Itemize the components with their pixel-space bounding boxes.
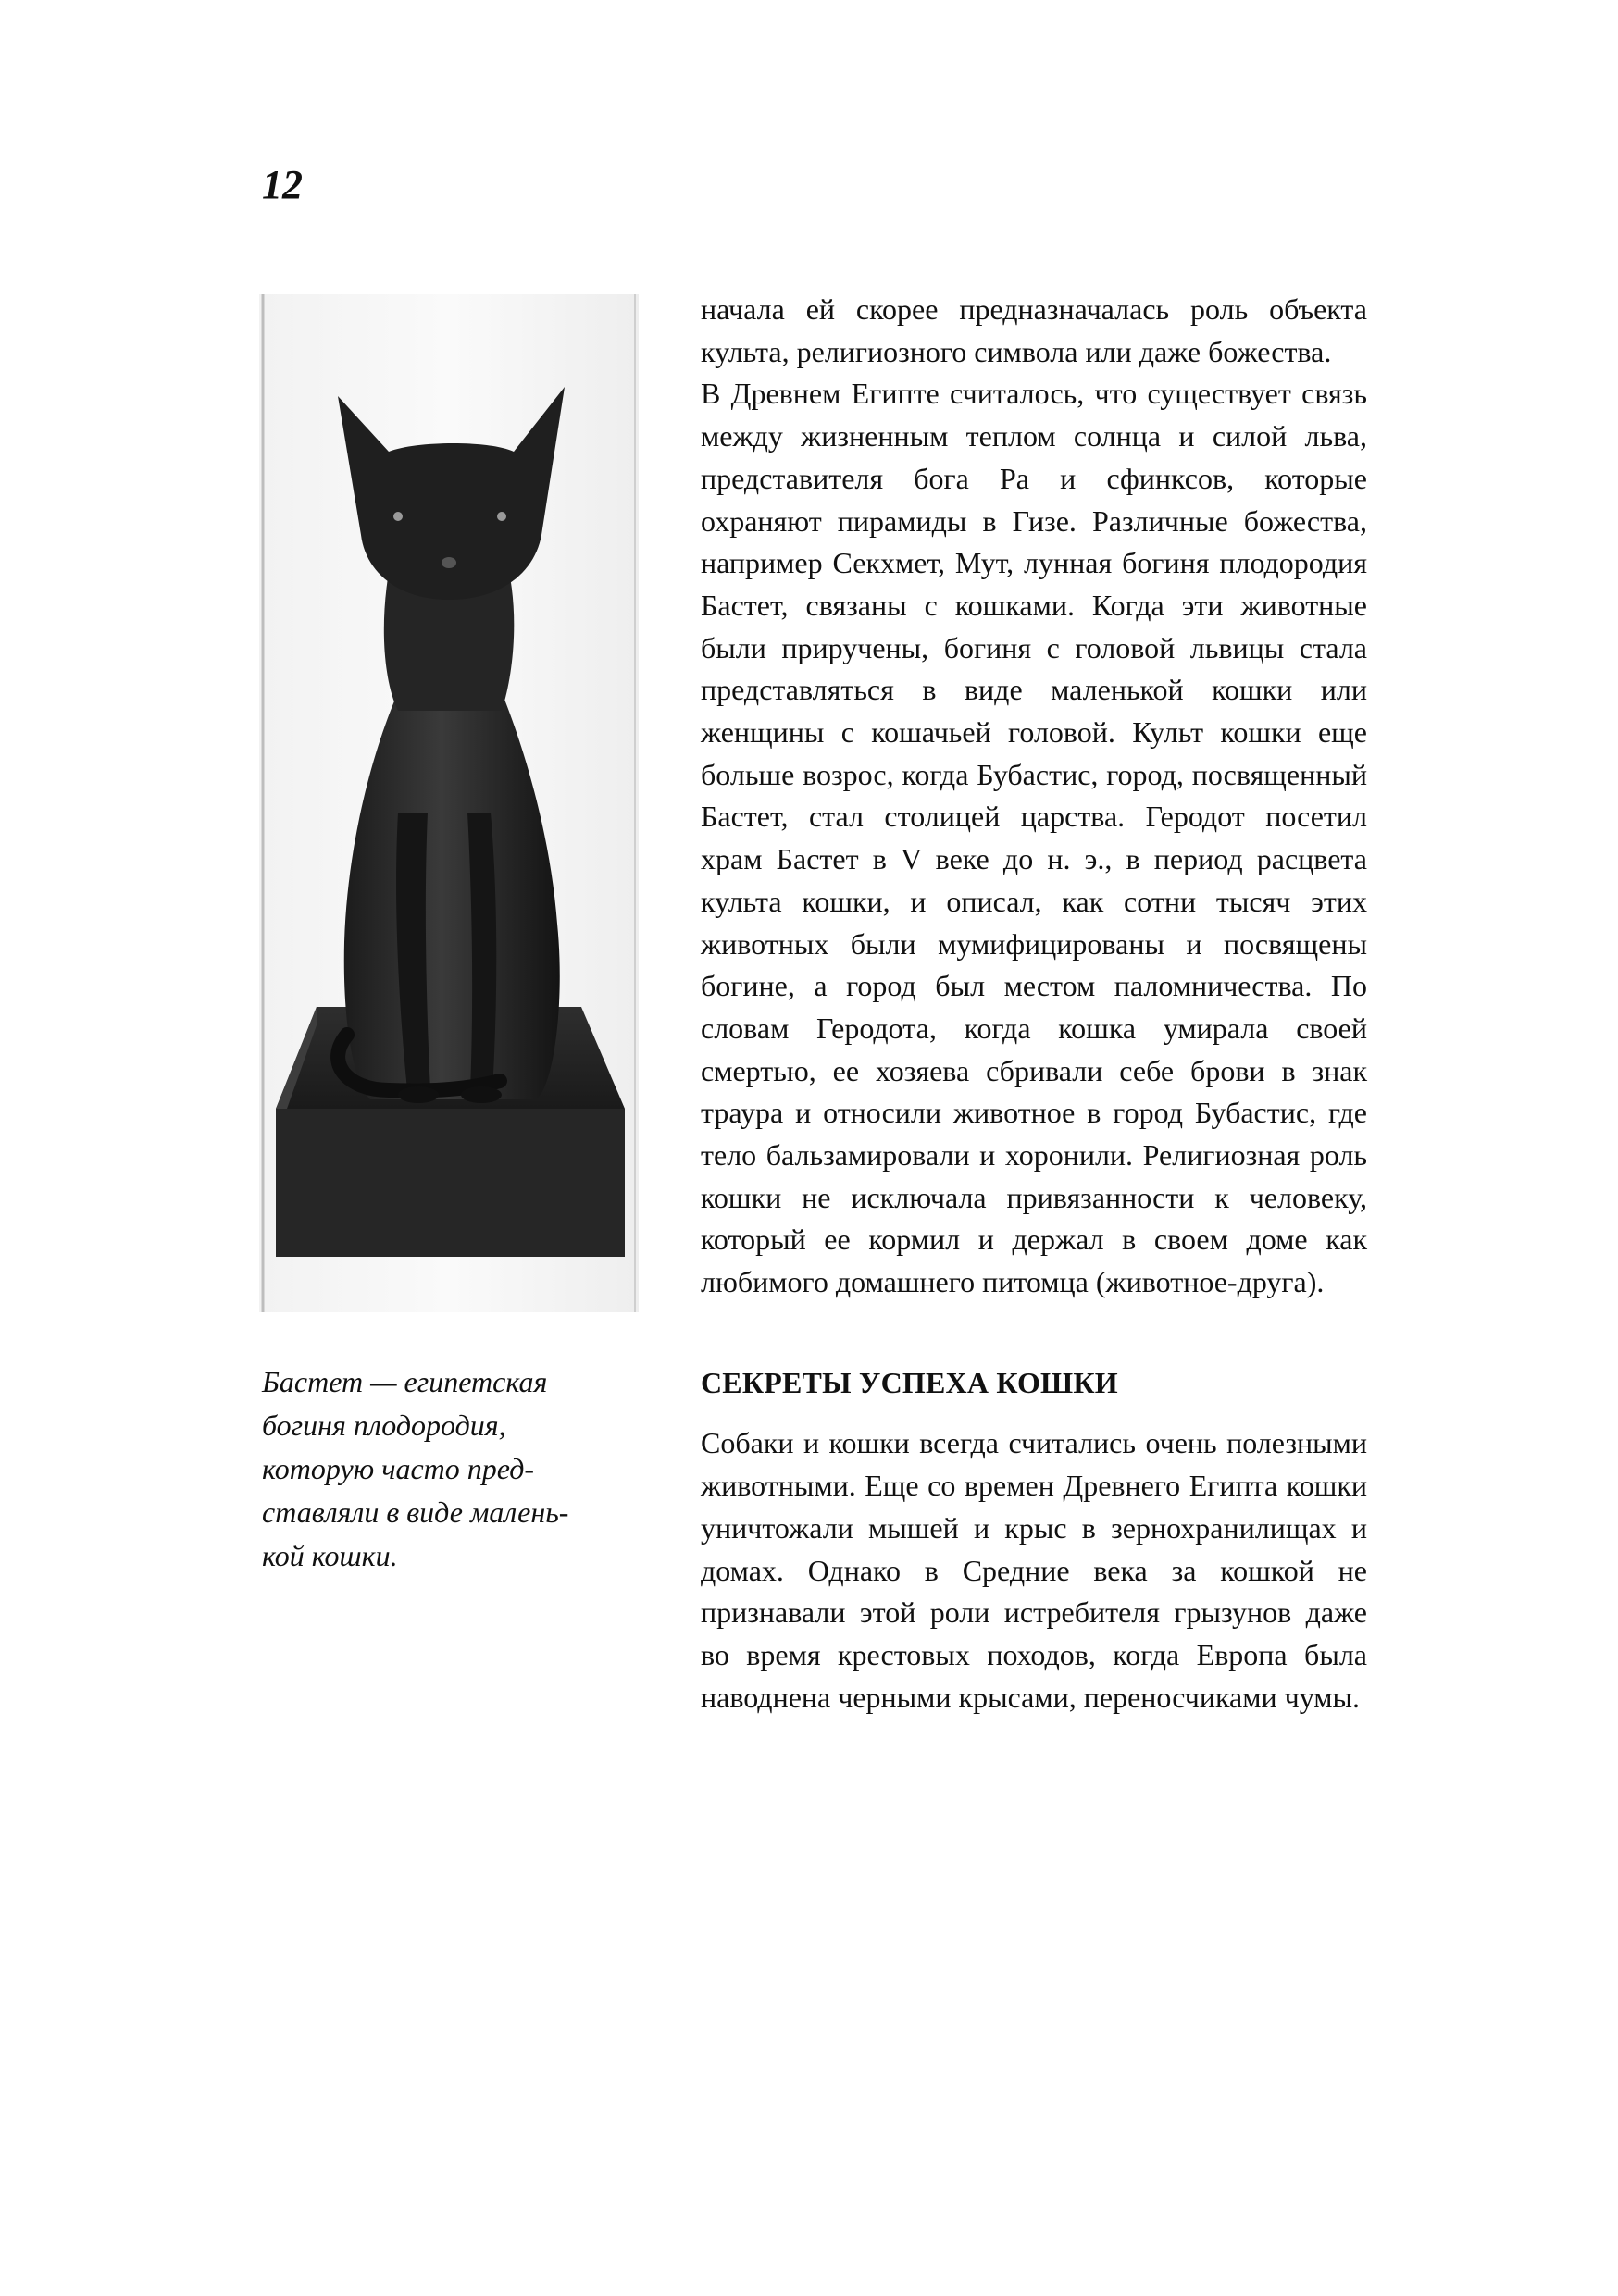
section-heading: СЕКРЕТЫ УСПЕХА КОШКИ — [701, 1365, 1118, 1399]
main-text-column — [701, 289, 1367, 1719]
cat-nose — [442, 557, 456, 568]
cat-paw-left — [398, 1086, 439, 1103]
figure-caption: Бастет — египетская богиня плодородия, которую часто пред- ставляли в виде малень- кой кошки. — [262, 1365, 569, 1572]
page-number: 12 — [262, 162, 303, 207]
paragraph: Собаки и кошки всегда считались очень полезными животными. Еще со времен Древнего Египта кошки уничтожали мышей и крыс в зернохранилищах и домах. Однако в Средние века за кошкой не признавали этой роли истребителя грызунов даже во время крестовых походов, когда Европа была наводнена черными крысами, переносчиками чумы. — [701, 1426, 1367, 1714]
statue-base-front — [276, 1109, 625, 1257]
cat-eye-left — [393, 512, 403, 521]
bastet-statue-photo — [259, 294, 639, 1312]
cat-statue-illustration — [259, 294, 639, 1312]
paragraph: начала ей скорее предназначалась роль объекта культа, религиозного символа или даже божества. — [701, 292, 1367, 368]
cat-eye-right — [497, 512, 506, 521]
paragraph: В Древнем Египте считалось, что существует связь между жизненным теплом солнца и силой льва, представителя бога Ра и сфинксов, которые охраняют пирамиды в Гизе. Различные божества, например Секхмет, Мут, лунная богиня плодородия Бастет, связаны с кошками. Когда эти животные были приручены, богиня с головой львицы стала представляться в виде маленькой кошки или женщины с кошачьей головой. Культ кошки еще больше возрос, когда Бубастис, город, посвященный Бастет, стал столицей царства. Геродот посетил храм Бастет в V веке до н. э., в период расцвета культа кошки, и описал, как сотни тысяч этих животных были мумифицированы и посвящены богине, а город был местом паломничества. По словам Геродота, когда кошка умирала своей смертью, ее хозяева сбривали себе брови в знак траура и относили животное в город Бубастис, где тело бальзамировали и хоронили. Религиозная роль кошки не исключала привязанности к человеку, который ее кормил и держал в своем доме как любимого домашнего питомца (животное-друга). — [701, 377, 1367, 1299]
cat-paw-right — [461, 1086, 502, 1103]
